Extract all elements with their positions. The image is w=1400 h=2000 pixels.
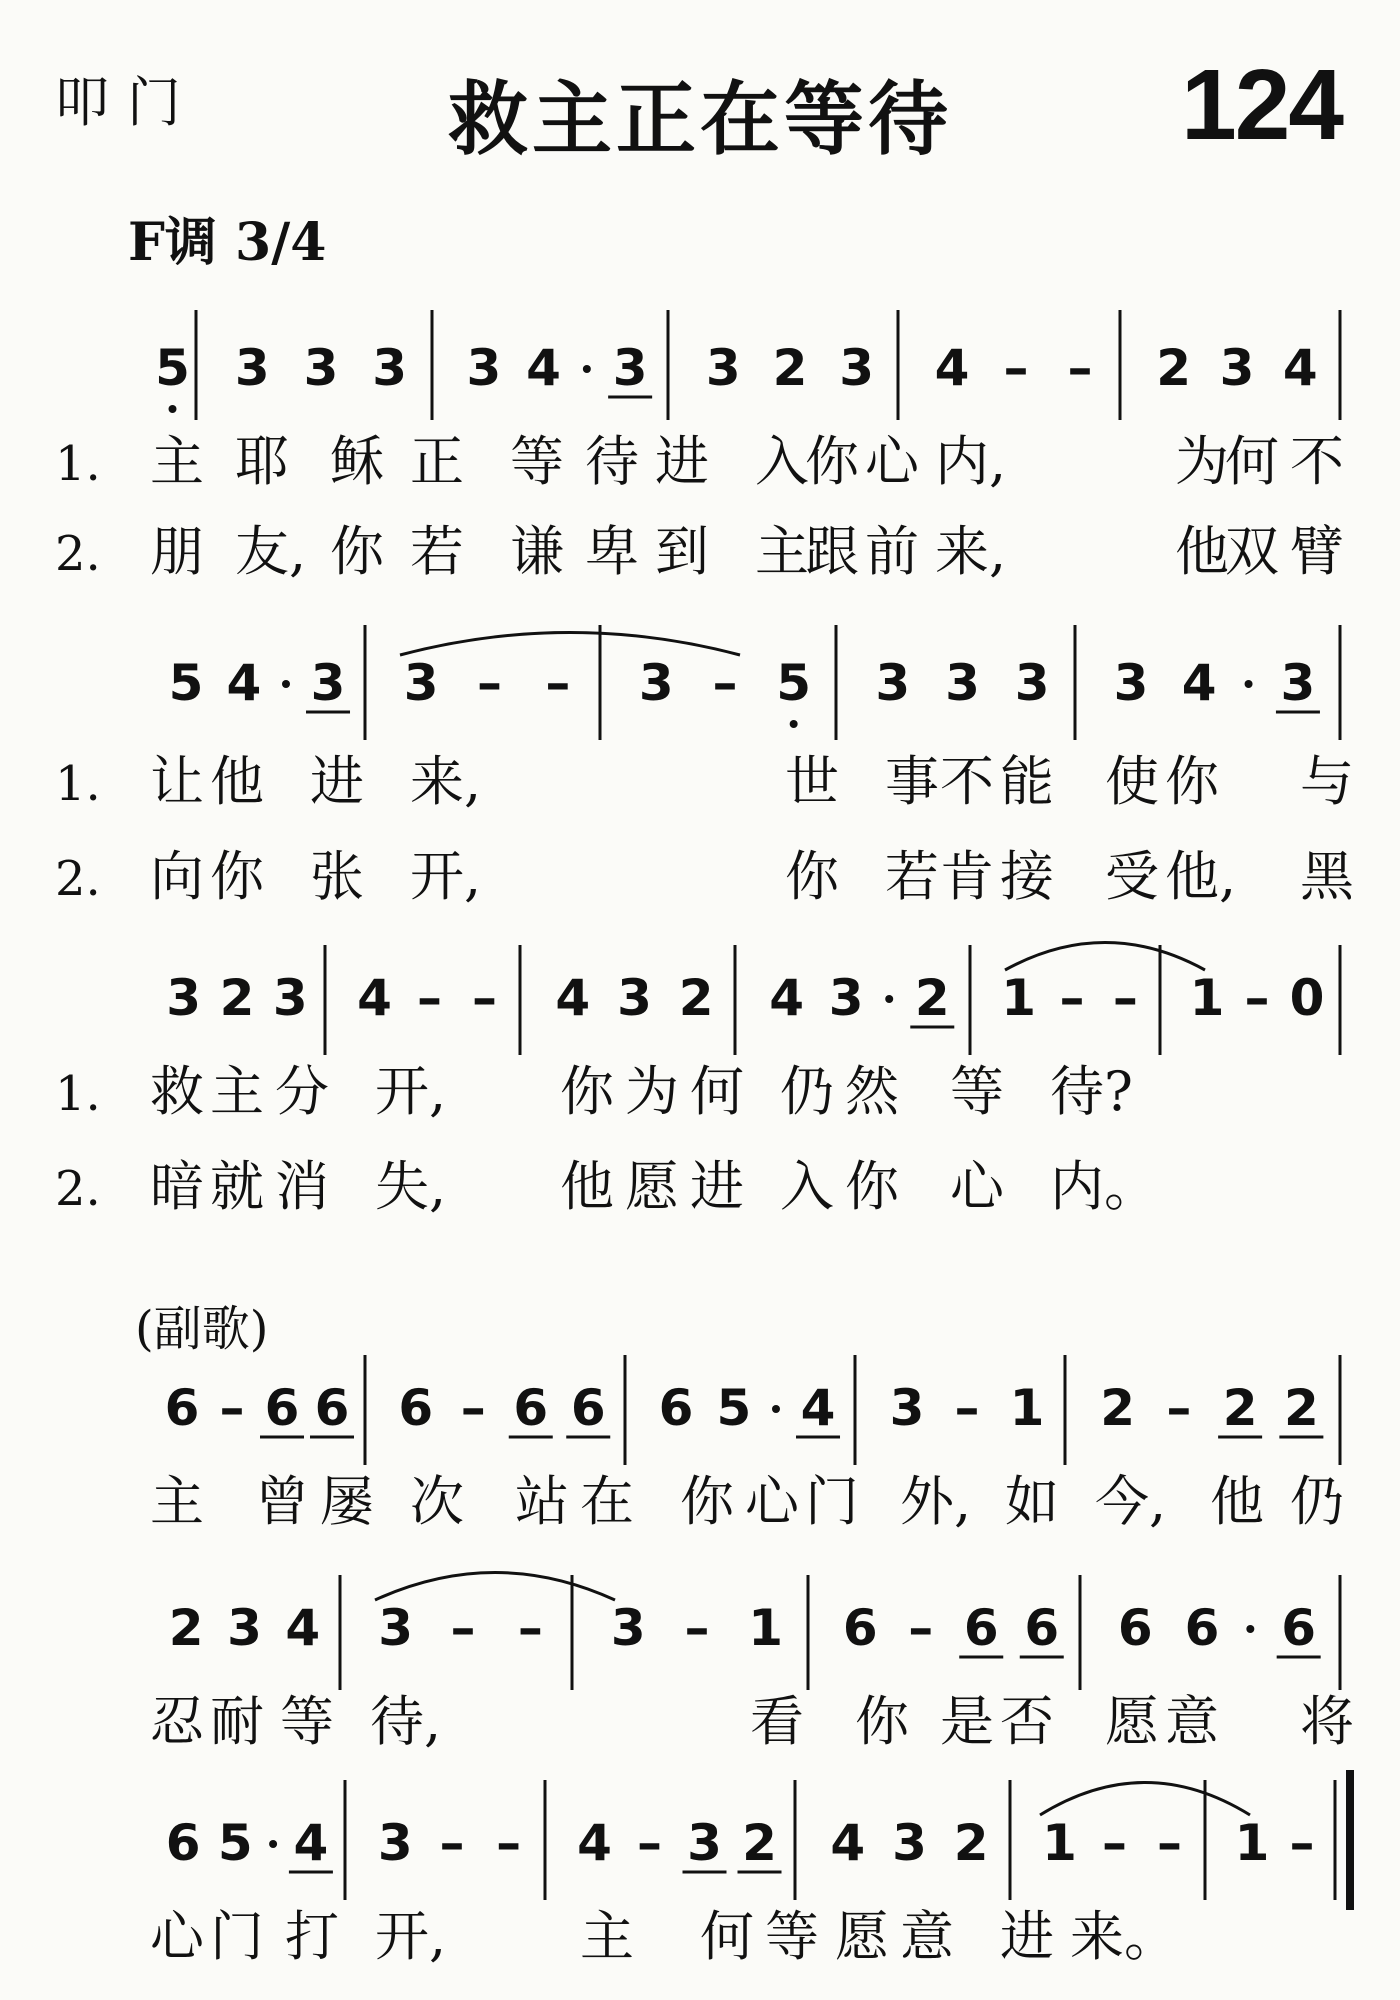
- lyric-syllable: 进: [690, 1155, 744, 1218]
- lyric-syllable: 你: [1165, 750, 1219, 813]
- note: 6: [513, 1379, 549, 1437]
- note: 3: [272, 969, 308, 1027]
- note: 2: [678, 969, 714, 1027]
- note: 4: [769, 969, 805, 1027]
- lyric-syllable: 受: [1105, 845, 1159, 908]
- lyric-syllable: 他: [1175, 520, 1229, 583]
- lyric-syllable: 黑: [1300, 845, 1354, 908]
- hymn-category: 叩门: [55, 71, 199, 134]
- lyric-syllable: 在: [580, 1470, 634, 1533]
- note: 5: [168, 654, 204, 712]
- note: 3: [378, 1599, 414, 1657]
- note: –: [545, 654, 571, 712]
- note: –: [517, 1599, 543, 1657]
- lyric-syllable: 等: [950, 1060, 1004, 1123]
- lyric-syllable: 接: [1000, 845, 1054, 908]
- lyric-syllable: 能: [1000, 750, 1054, 813]
- lyric-syllable: 若: [885, 845, 939, 908]
- tie-slur: [400, 633, 740, 656]
- tie-slur: [375, 1573, 615, 1601]
- note: 0: [1289, 969, 1325, 1027]
- lyric-syllable: 屡: [320, 1470, 374, 1533]
- lyric-syllable: 愿: [1105, 1690, 1159, 1753]
- lyric-syllable: 友,: [235, 520, 307, 583]
- note: 5: [716, 1379, 752, 1437]
- note: 4: [526, 339, 561, 397]
- lyric-syllable: 跟: [805, 520, 859, 583]
- lyric-syllable: 分: [275, 1060, 329, 1123]
- lyric-syllable: 让: [150, 750, 204, 813]
- lyric-syllable: 救: [150, 1060, 204, 1123]
- note: 4: [1282, 339, 1318, 397]
- lyric-syllable: 次: [410, 1470, 464, 1533]
- lyric-syllable: 否: [1000, 1690, 1054, 1753]
- hymn-title: 救主正在等待: [448, 73, 952, 166]
- lyric-syllable: 心: [745, 1470, 799, 1533]
- note: 2: [1222, 1379, 1258, 1437]
- lyric-syllable: 与: [1300, 750, 1354, 813]
- verse-number: 1.: [55, 756, 101, 812]
- note: 6: [963, 1599, 999, 1657]
- lyric-syllable: 待,: [370, 1690, 442, 1753]
- verse-number: 2.: [55, 1161, 101, 1217]
- note: –: [1067, 339, 1093, 397]
- lyric-syllable: 开,: [410, 845, 482, 908]
- note: 3: [875, 654, 911, 712]
- verse-number: 1.: [55, 436, 101, 492]
- note: 4: [577, 1814, 612, 1872]
- lyric-syllable: 卑: [585, 520, 639, 583]
- lyric-syllable: 耐: [210, 1690, 264, 1753]
- note: –: [1102, 1814, 1127, 1872]
- lyric-syllable: 等: [765, 1905, 819, 1968]
- lyric-syllable: 然: [845, 1060, 899, 1123]
- note: 2: [219, 969, 255, 1027]
- note: 6: [398, 1379, 434, 1437]
- lyric-syllable: 正: [410, 430, 464, 493]
- lyric-syllable: 主: [150, 1470, 204, 1533]
- note: –: [219, 1379, 245, 1437]
- verse-number: 1.: [55, 1066, 101, 1122]
- note: –: [417, 969, 442, 1027]
- lyric-syllable: 门: [805, 1470, 859, 1533]
- augmentation-dot: [885, 995, 893, 1003]
- lyric-syllable: 进: [310, 750, 364, 813]
- note: 3: [610, 1599, 646, 1657]
- lyric-syllable: 双: [1225, 520, 1279, 583]
- lyric-syllable: 意: [900, 1905, 954, 1968]
- note: 3: [638, 654, 674, 712]
- lyric-syllable: 主: [580, 1905, 634, 1968]
- lyric-syllable: 耶: [235, 430, 289, 493]
- lyric-syllable: 若: [410, 520, 464, 583]
- lyric-syllable: 内,: [935, 430, 1007, 493]
- note: 1: [1009, 1379, 1045, 1437]
- lyric-syllable: 他: [1210, 1470, 1264, 1533]
- note: 4: [1181, 654, 1217, 712]
- lyric-syllable: 何: [690, 1060, 744, 1123]
- augmentation-dot: [583, 365, 591, 373]
- note: 4: [934, 339, 970, 397]
- augmentation-dot: [282, 680, 290, 688]
- note: 6: [1117, 1599, 1153, 1657]
- note: 3: [310, 654, 346, 712]
- lyric-syllable: 愿: [835, 1905, 889, 1968]
- lyric-syllable: 为: [625, 1060, 679, 1123]
- note: 3: [303, 339, 339, 397]
- note: 5: [217, 1814, 253, 1872]
- note: 1: [748, 1599, 784, 1657]
- note: 6: [1281, 1599, 1317, 1657]
- note: –: [684, 1599, 710, 1657]
- note: 3: [828, 969, 864, 1027]
- lyric-syllable: 他: [210, 750, 264, 813]
- augmentation-dot: [269, 1840, 277, 1848]
- note: 3: [1280, 654, 1316, 712]
- note: 6: [842, 1599, 878, 1657]
- lyric-syllable: 心: [865, 430, 919, 493]
- lyric-syllable: 打: [285, 1905, 339, 1968]
- lyric-syllable: 你: [560, 1060, 614, 1123]
- note: 4: [830, 1814, 866, 1872]
- note: 3: [617, 969, 652, 1027]
- note: 3: [705, 339, 741, 397]
- augmentation-dot: [1246, 1625, 1254, 1633]
- note: 4: [357, 969, 392, 1027]
- note: –: [1244, 969, 1270, 1027]
- note: 2: [914, 969, 950, 1027]
- lyric-syllable: 忍: [150, 1690, 204, 1753]
- lyric-syllable: 为: [1175, 430, 1229, 493]
- note: –: [712, 654, 738, 712]
- low-octave-dot: [790, 720, 798, 728]
- note: 4: [555, 969, 591, 1027]
- note: 2: [1156, 339, 1192, 397]
- note: 2: [742, 1814, 777, 1872]
- note: –: [450, 1599, 476, 1657]
- note: 1: [1189, 969, 1225, 1027]
- lyric-syllable: 不: [940, 750, 994, 813]
- key-signature: F调 3/4: [128, 212, 327, 273]
- note: –: [637, 1814, 662, 1872]
- lyric-syllable: 你: [855, 1690, 909, 1753]
- lyric-syllable: 仍: [1290, 1470, 1344, 1533]
- note: –: [477, 654, 502, 712]
- note: 2: [1283, 1379, 1319, 1437]
- note: 3: [1113, 654, 1149, 712]
- note: 6: [165, 1814, 201, 1872]
- lyric-syllable: 张: [310, 845, 364, 908]
- lyric-syllable: 事: [885, 750, 939, 813]
- note: 6: [164, 1379, 200, 1437]
- note: 6: [314, 1379, 350, 1437]
- lyric-syllable: 意: [1165, 1690, 1219, 1753]
- lyric-syllable: 看: [750, 1690, 804, 1753]
- note: –: [954, 1379, 980, 1437]
- note: –: [460, 1379, 486, 1437]
- lyric-syllable: 待?: [1050, 1060, 1133, 1123]
- note: 3: [892, 1814, 927, 1872]
- lyric-syllable: 等: [510, 430, 564, 493]
- lyric-syllable: 心: [950, 1155, 1004, 1218]
- note: 4: [285, 1599, 321, 1657]
- note: 3: [403, 654, 439, 712]
- lyric-syllable: 稣: [330, 430, 384, 493]
- verse-number: 2.: [55, 526, 101, 582]
- lyric-syllable: 开,: [375, 1060, 447, 1123]
- lyric-syllable: 何: [1225, 430, 1279, 493]
- lyric-syllable: 内。: [1050, 1155, 1158, 1218]
- verse-number: 2.: [55, 851, 101, 907]
- lyric-syllable: 失,: [375, 1155, 447, 1218]
- note: –: [1059, 969, 1085, 1027]
- tie-slur: [1005, 943, 1205, 971]
- lyric-syllable: 入: [755, 430, 809, 493]
- lyric-syllable: 曾: [255, 1470, 309, 1533]
- note: 3: [687, 1814, 722, 1872]
- note: 2: [772, 339, 808, 397]
- lyric-syllable: 你: [785, 845, 839, 908]
- lyric-syllable: 仍: [780, 1060, 834, 1123]
- note: 2: [168, 1599, 204, 1657]
- note: 3: [466, 339, 502, 397]
- lyric-syllable: 站: [515, 1470, 569, 1533]
- lyric-syllable: 消: [275, 1155, 329, 1218]
- note: 2: [1100, 1379, 1136, 1437]
- note: –: [496, 1814, 522, 1872]
- lyric-syllable: 主: [150, 430, 204, 493]
- note: 3: [612, 339, 648, 397]
- lyric-syllable: 你: [210, 845, 264, 908]
- note: 3: [166, 969, 202, 1027]
- lyric-syllable: 将: [1300, 1690, 1354, 1753]
- lyric-syllable: 世: [785, 750, 839, 813]
- note: 6: [1184, 1599, 1220, 1657]
- note: –: [472, 969, 497, 1027]
- note: 6: [658, 1379, 694, 1437]
- lyric-syllable: 你: [845, 1155, 899, 1218]
- lyric-syllable: 来。: [1070, 1905, 1178, 1968]
- tie-slur: [1040, 1783, 1250, 1816]
- lyric-syllable: 谦: [510, 520, 564, 583]
- lyric-syllable: 愿: [625, 1155, 679, 1218]
- note: 3: [889, 1379, 925, 1437]
- lyric-syllable: 朋: [150, 520, 204, 583]
- note: –: [1003, 339, 1029, 397]
- lyric-syllable: 何: [700, 1905, 754, 1968]
- low-octave-dot: [169, 405, 177, 413]
- lyric-syllable: 今,: [1095, 1470, 1167, 1533]
- lyric-syllable: 不: [1290, 430, 1344, 493]
- note: 4: [226, 654, 262, 712]
- lyric-syllable: 待: [585, 430, 639, 493]
- lyric-syllable: 是: [940, 1690, 994, 1753]
- lyric-syllable: 心: [150, 1905, 204, 1968]
- lyric-syllable: 前: [865, 520, 919, 583]
- note: 6: [264, 1379, 300, 1437]
- lyric-syllable: 主: [755, 520, 809, 583]
- note: 3: [839, 339, 875, 397]
- note: 2: [953, 1814, 989, 1872]
- note: –: [1157, 1814, 1182, 1872]
- lyric-syllable: 臂: [1290, 520, 1344, 583]
- hymn-number: 124: [1181, 49, 1342, 161]
- note: –: [908, 1599, 934, 1657]
- note: 4: [293, 1814, 329, 1872]
- lyric-syllable: 向: [150, 845, 204, 908]
- lyric-syllable: 暗: [150, 1155, 204, 1218]
- lyric-syllable: 主: [210, 1060, 264, 1123]
- lyric-syllable: 进: [655, 430, 709, 493]
- note: 4: [800, 1379, 836, 1437]
- lyric-syllable: 来,: [410, 750, 482, 813]
- lyric-syllable: 开,: [375, 1905, 447, 1968]
- note: 1: [1042, 1814, 1077, 1872]
- note: 5: [155, 339, 190, 397]
- augmentation-dot: [772, 1405, 780, 1413]
- lyric-syllable: 来,: [935, 520, 1007, 583]
- note: 3: [1219, 339, 1255, 397]
- note: –: [1166, 1379, 1192, 1437]
- lyric-syllable: 门: [210, 1905, 264, 1968]
- lyric-syllable: 等: [280, 1690, 334, 1753]
- augmentation-dot: [1245, 680, 1253, 688]
- lyric-syllable: 就: [210, 1155, 264, 1218]
- lyric-syllable: 如: [1005, 1470, 1059, 1533]
- note: 3: [234, 339, 270, 397]
- lyric-syllable: 外,: [900, 1470, 972, 1533]
- note: 1: [1001, 969, 1037, 1027]
- lyric-syllable: 使: [1105, 750, 1159, 813]
- lyric-syllable: 他: [560, 1155, 614, 1218]
- lyric-syllable: 他,: [1165, 845, 1237, 908]
- note: 1: [1234, 1814, 1270, 1872]
- note: 5: [776, 654, 812, 712]
- note: 3: [372, 339, 408, 397]
- note: 6: [1024, 1599, 1060, 1657]
- note: 3: [377, 1814, 413, 1872]
- lyric-syllable: 入: [780, 1155, 834, 1218]
- note: 6: [570, 1379, 606, 1437]
- lyric-syllable: 到: [655, 520, 709, 583]
- note: 3: [1014, 654, 1050, 712]
- lyric-syllable: 你: [805, 430, 859, 493]
- note: 3: [227, 1599, 262, 1657]
- chorus-label: (副歌): [135, 1301, 269, 1357]
- note: –: [439, 1814, 465, 1872]
- lyric-syllable: 你: [330, 520, 384, 583]
- note: –: [1112, 969, 1138, 1027]
- lyric-syllable: 进: [1000, 1905, 1054, 1968]
- note: 3: [945, 654, 980, 712]
- note: –: [1289, 1814, 1315, 1872]
- lyric-syllable: 肯: [940, 845, 994, 908]
- lyric-syllable: 你: [680, 1470, 734, 1533]
